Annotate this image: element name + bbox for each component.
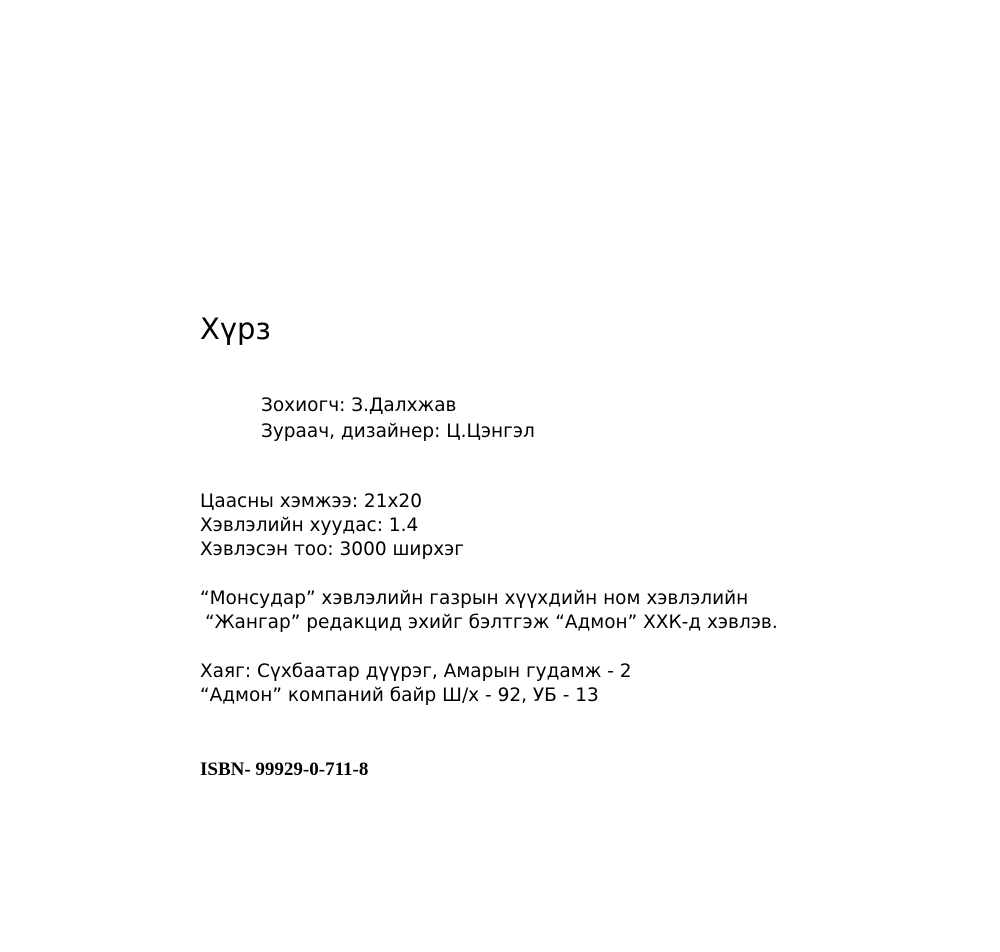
illustrator-credit: Зураач, дизайнер: Ц.Цэнгэл bbox=[261, 421, 535, 442]
publisher-line-1: “Монсудар” хэвлэлийн газрын хүүхдийн ном хэвлэлийн bbox=[200, 588, 749, 609]
publisher-block bbox=[200, 587, 778, 635]
print-specs-block bbox=[200, 490, 464, 562]
isbn-text: ISBN- 99929-0-711-8 bbox=[200, 759, 369, 780]
paper-size-text: Цаасны хэмжээ: 21x20 bbox=[200, 491, 422, 512]
book-title: Хүрз bbox=[200, 312, 271, 346]
address-line-1: Хаяг: Сүхбаатар дүүрэг, Амарын гудамж - 2 bbox=[200, 661, 632, 682]
address-line-2: “Адмон” компаний байр Ш/х - 92, УБ - 13 bbox=[200, 685, 599, 706]
author-credit: Зохиогч: З.Далхжав bbox=[261, 395, 457, 416]
credits-block bbox=[261, 393, 535, 445]
publisher-line-2: “Жангар” редакцид эхийг бэлтгэж “Адмон” ХХК-д хэвлэв. bbox=[205, 612, 778, 633]
print-run-text: Хэвлэсэн тоо: 3000 ширхэг bbox=[200, 539, 465, 560]
print-sheets-text: Хэвлэлийн хуудас: 1.4 bbox=[200, 515, 419, 536]
address-block bbox=[200, 660, 632, 708]
